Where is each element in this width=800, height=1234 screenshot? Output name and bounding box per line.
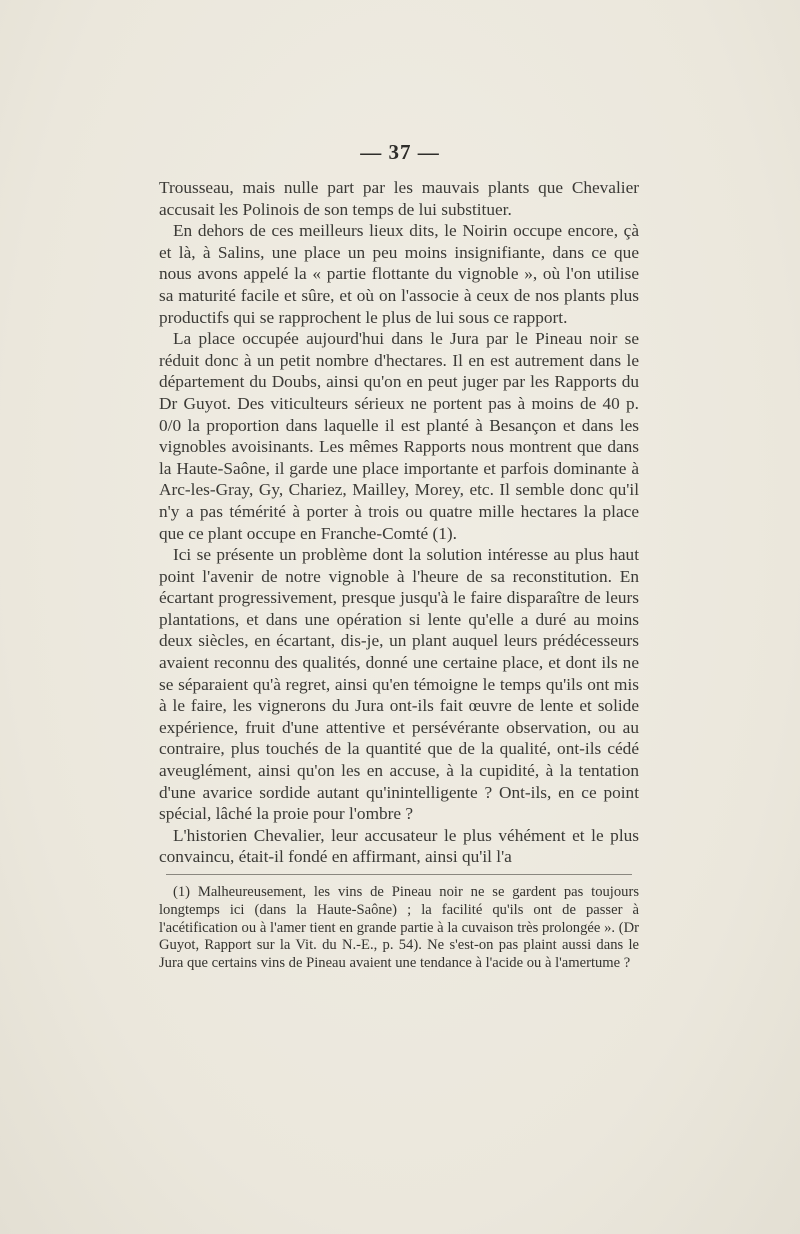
- footnote-text: (1) Malheureusement, les vins de Pineau noir ne se gardent pas toujours longtemps ici (dans la Haute-Saône) ; la facilité qu'ils ont de passer à l'acétification ou à l'amer tient en grande partie à la cuvaison très prolongée ». (Dr Guyot, Rapport sur la Vit. du N.-E., p. 54). Ne s'est-on pas plaint aussi dans le Jura que certains vins de Pineau avaient une tendance à l'acide ou à l'amertume ?: [159, 884, 639, 972]
- paragraph-4: Ici se présente un problème dont la solution intéresse au plus haut point l'avenir de notre vignoble à l'heure de sa reconstitution. En écartant progressivement, presque jusqu'à le faire disparaître de leurs plantations, et dans une opération si lente qu'elle a duré au moins deux siècles, en écartant, dis-je, un plant auquel leurs prédécesseurs avaient reconnu des qualités, donné une certaine place, et dont ils ne se séparaient qu'à regret, ainsi qu'en témoigne le temps qu'ils ont mis à le faire, les vignerons du Jura ont-ils fait œuvre de lente et solide expérience, fruit d'une attentive et persévérante observation, ou au contraire, plus touchés de la quantité que de la qualité, ont-ils cédé aveuglément, ainsi qu'on les en accuse, à la cupidité, à la tentation d'une avarice sordide autant qu'inintelligente ? Ont-ils, en ce point spécial, lâché la proie pour l'ombre ?: [159, 545, 639, 824]
- paragraph-3: La place occupée aujourd'hui dans le Jura par le Pineau noir se réduit donc à un petit nombre d'hectares. Il en est autrement dans le département du Doubs, ainsi qu'on en peut juger par les Rapports du Dr Guyot. Des viticulteurs sérieux ne portent pas à moins de 40 p. 0/0 la proportion dans laquelle il est planté à Besançon et dans les vignobles avoisinants. Les mêmes Rapports nous montrent que dans la Haute-Saône, il garde une place importante et parfois dominante à Arc-les-Gray, Gy, Chariez, Mailley, Morey, etc. Il semble donc qu'il n'y a pas témérité à porter à trois ou quatre mille hectares la place que ce plant occupe en Franche-Comté (1).: [159, 329, 639, 543]
- footnote: [159, 884, 639, 973]
- page-number: — 37 —: [360, 140, 440, 164]
- paragraph-1: Trousseau, mais nulle part par les mauvais plants que Chevalier accusait les Polinois de son temps de lui substituer.: [159, 178, 639, 219]
- paragraph-5: L'historien Chevalier, leur accusateur le plus véhément et le plus convaincu, était-il fondé en affirmant, ainsi qu'il l'a: [159, 825, 639, 867]
- footnote-divider: [166, 874, 632, 875]
- paragraph-2: En dehors de ces meilleurs lieux dits, le Noirin occupe encore, çà et là, à Salins, une place un peu moins insignifiante, dans ce que nous avons appelé la « partie flottante du vignoble », où l'on utilise sa maturité facile et sûre, et où on l'associe à ceux de nos plants plus productifs qui se rapprochent le plus de lui sous ce rapport.: [159, 221, 639, 327]
- body-text: [159, 177, 639, 868]
